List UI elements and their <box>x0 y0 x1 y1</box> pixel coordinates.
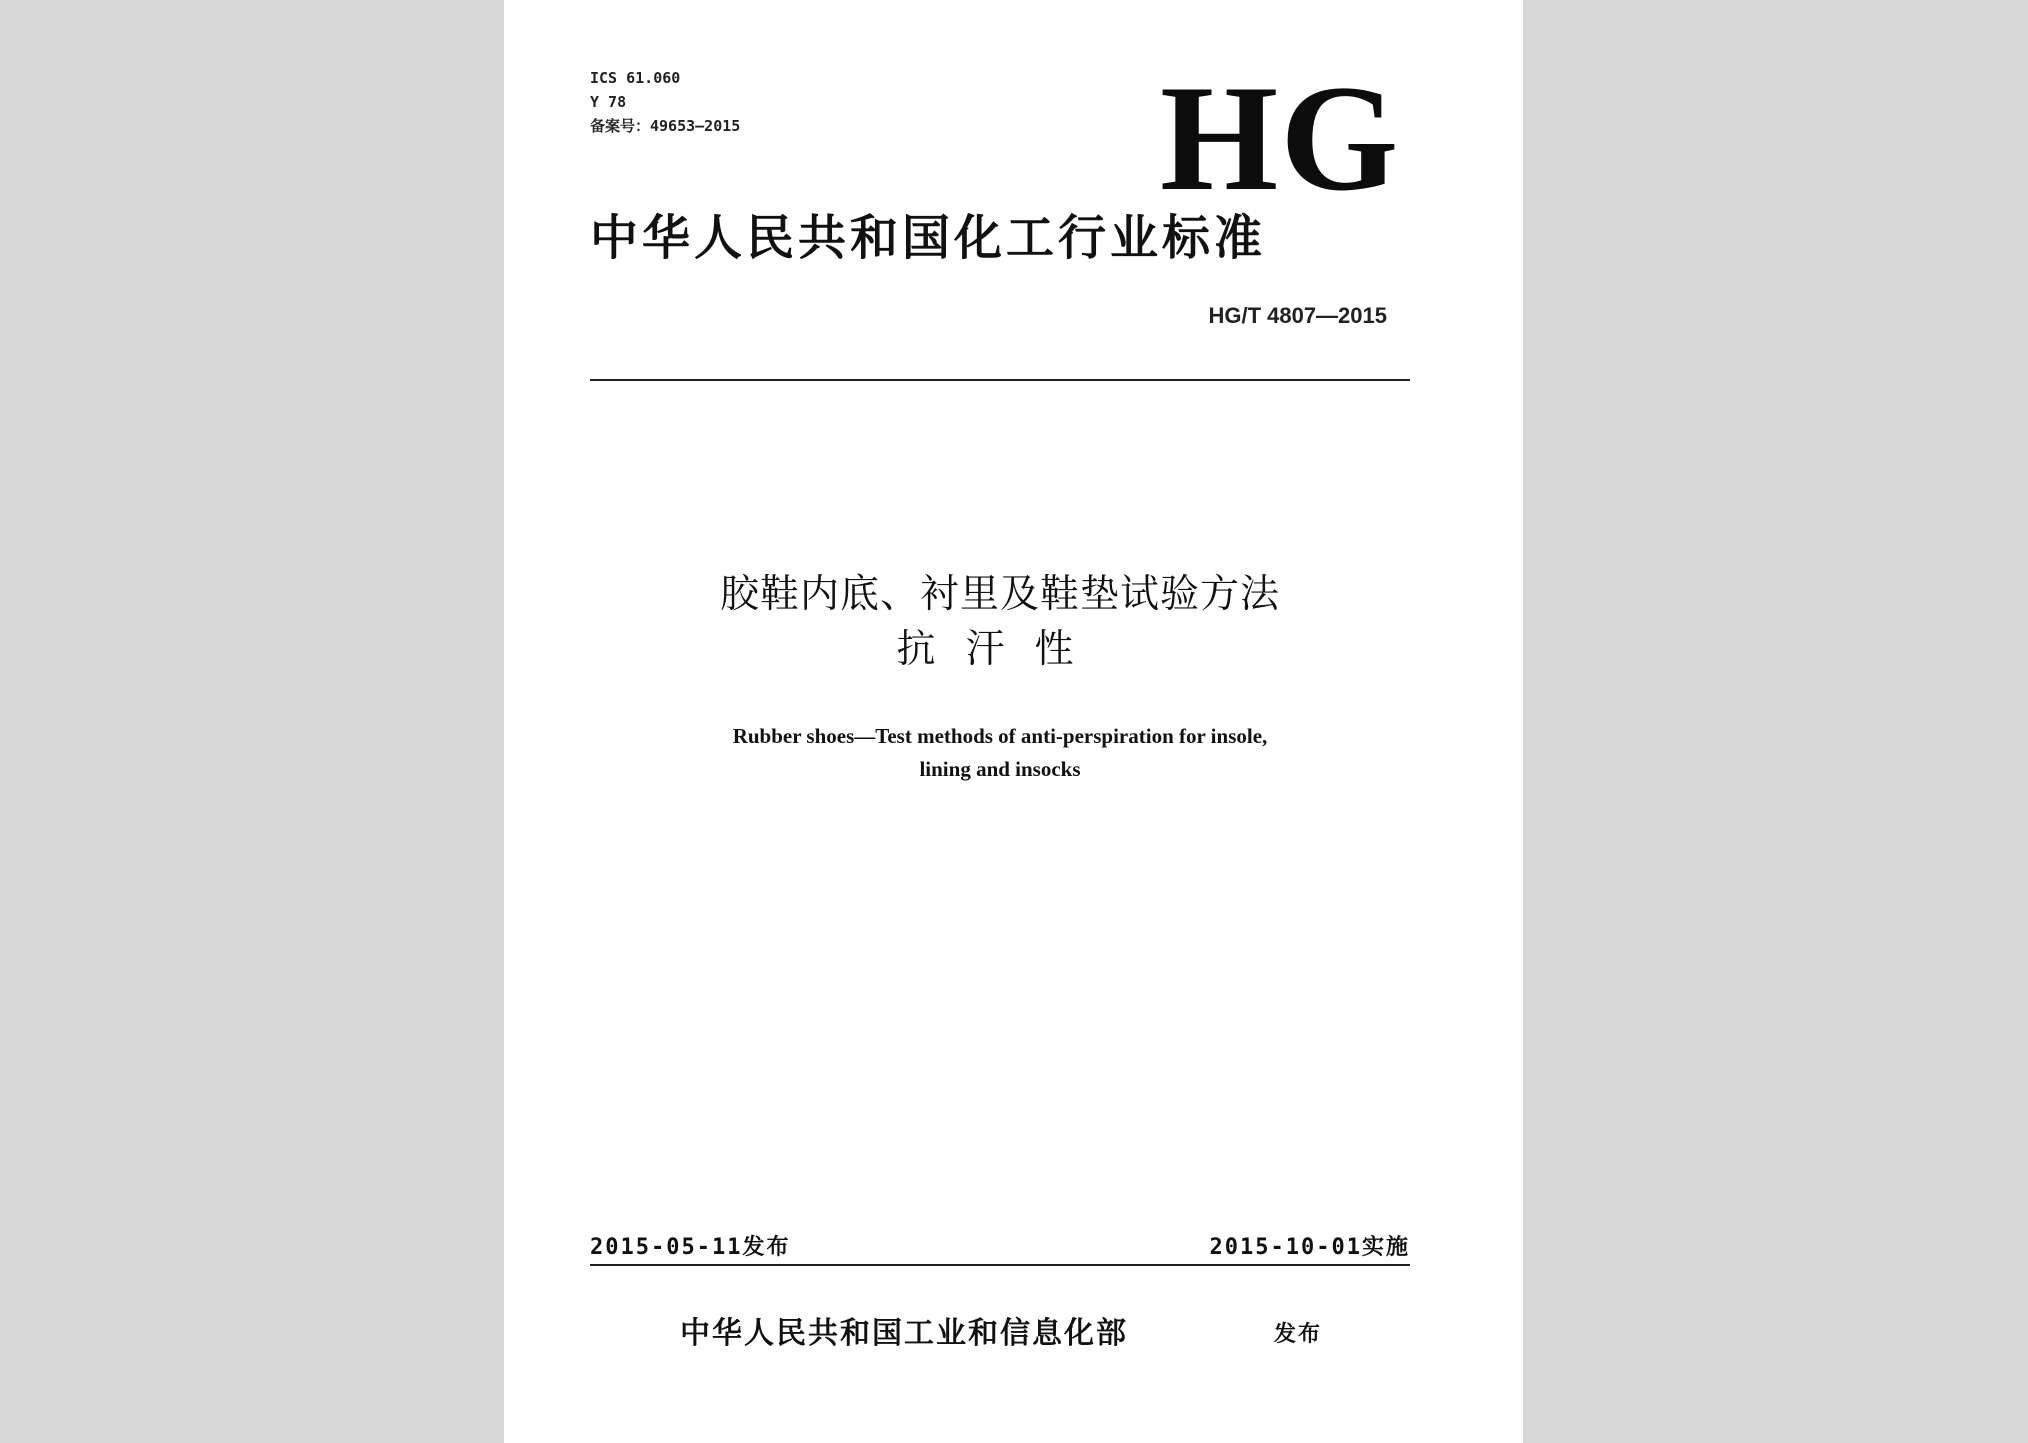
filing-number: 备案号：49653—2015 <box>590 117 741 135</box>
document-page <box>504 0 1523 1443</box>
classification-block <box>590 66 740 138</box>
ics-code: ICS 61.060 <box>590 69 681 87</box>
chinese-title-line2: 抗汗性 <box>896 627 1104 672</box>
publisher-suffix: 发布 <box>1274 1322 1323 1347</box>
english-title-line1: Rubber shoes—Test methods of anti-perspiration for insole, <box>732 724 1268 748</box>
english-title-line2: lining and insocks <box>919 757 1081 781</box>
standard-category-title: 中华人民共和国化工行业标准 <box>590 210 1267 266</box>
chinese-title-line1: 胶鞋内底、衬里及鞋垫试验方法 <box>719 572 1280 617</box>
top-divider <box>590 379 1410 381</box>
effective-date: 2015-10-01实施 <box>1209 1235 1410 1260</box>
issue-date: 2015-05-11发布 <box>590 1235 791 1260</box>
publisher-name: 中华人民共和国工业和信息化部 <box>680 1316 1128 1351</box>
standard-number: HG/T 4807—2015 <box>1208 303 1387 328</box>
bottom-divider <box>590 1264 1410 1266</box>
ccs-code: Y 78 <box>590 93 627 111</box>
hg-logo: HG <box>1160 54 1401 222</box>
